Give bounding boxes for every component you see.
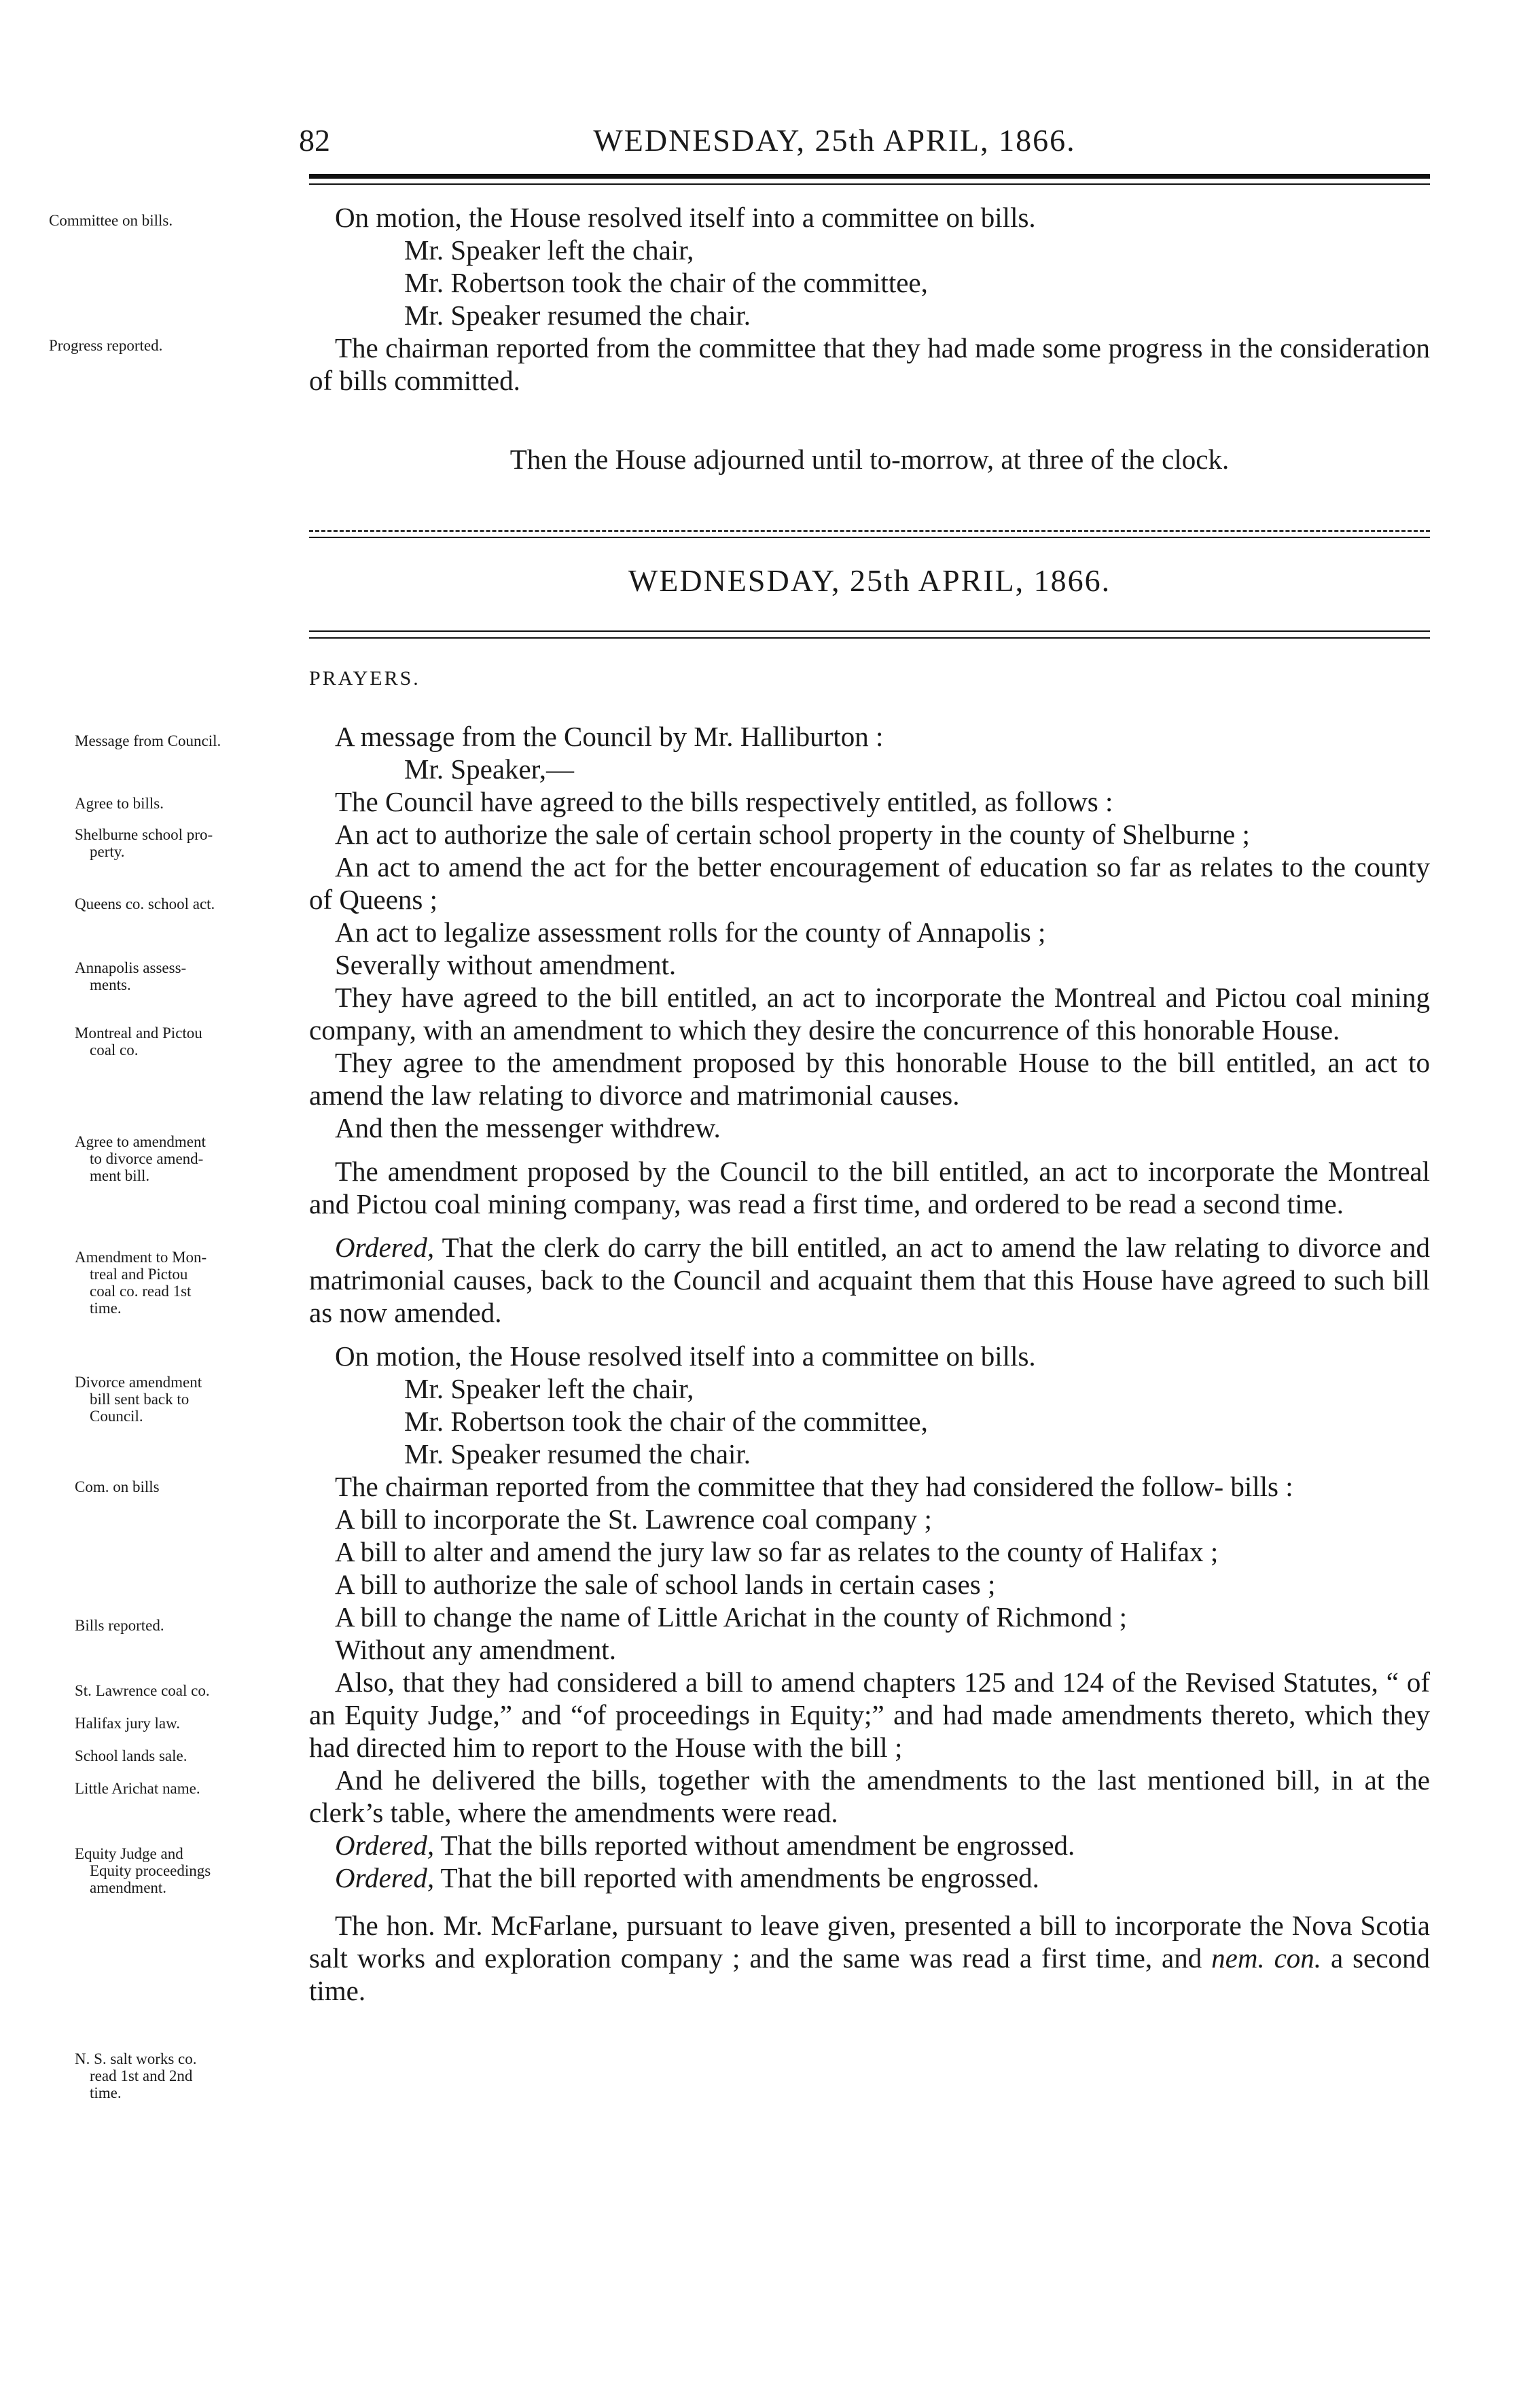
margin-note: Montreal and Pictou coal co.: [75, 1025, 202, 1058]
paragraph: Mr. Robertson took the chair of the committee,: [404, 267, 928, 298]
paragraph: Ordered, That the bill reported with amendments be engrossed.: [335, 1862, 1039, 1893]
adjourn-block: [309, 443, 1430, 476]
paragraph: A bill to alter and amend the jury law so far as relates to the county of Halifax ;: [335, 1536, 1219, 1567]
margin-note: St. Lawrence coal co.: [75, 1682, 210, 1699]
paragraph: Also, that they had considered a bill to amend chapters 125 and 124 of the Revised Statutes, “ of an Equity Judge,” and “of proceedings in Equity;” and had made amendments thereto, which they had directed him to report to the House with the bill ;: [309, 1667, 1430, 1763]
paragraph: Without any amendment.: [335, 1634, 616, 1665]
margin-note: Message from Council.: [75, 732, 221, 749]
margin-note: Committee on bills.: [49, 212, 173, 229]
margin-note: Little Arichat name.: [75, 1780, 200, 1797]
running-title: WEDNESDAY, 25th APRIL, 1866.: [593, 123, 1076, 158]
section-rule-thin: [309, 637, 1430, 639]
paragraph: A message from the Council by Mr. Halliburton :: [335, 721, 884, 752]
margin-note: Queens co. school act.: [75, 895, 215, 912]
paragraph: An act to authorize the sale of certain school property in the county of Shelburne ;: [335, 819, 1250, 850]
margin-note: Progress reported.: [49, 337, 163, 354]
paragraph: On motion, the House resolved itself into a committee on bills.: [335, 1340, 1036, 1372]
paragraph: Mr. Speaker resumed the chair.: [404, 300, 751, 331]
paragraph: A bill to authorize the sale of school lands in certain cases ;: [335, 1569, 996, 1600]
margin-note: Amendment to Mon- treal and Pictou coal co. read 1st time.: [75, 1249, 207, 1317]
paragraph: A bill to incorporate the St. Lawrence coal company ;: [335, 1503, 932, 1535]
section-title: WEDNESDAY, 25th APRIL, 1866.: [628, 563, 1111, 598]
paragraph: On motion, the House resolved itself into a committee on bills.: [335, 202, 1036, 233]
margin-note: Shelburne school pro- perty.: [75, 826, 213, 860]
header-rule-thin: [309, 183, 1430, 185]
margin-note: Agree to bills.: [75, 795, 164, 812]
paragraph: Severally without amendment.: [335, 949, 677, 980]
paragraph: They have agreed to the bill entitled, an act to incorporate the Montreal and Pictou coal mining company, with an amendment to which they desire the concurrence of this honorable House.: [309, 982, 1430, 1046]
margin-note: Annapolis assess- ments.: [75, 959, 187, 993]
paragraph: The chairman reported from the committee that they had made some progress in the consideration of bills committed.: [309, 332, 1430, 396]
paragraph: The amendment proposed by the Council to the bill entitled, an act to incorporate the Montreal and Pictou coal mining company, was read a first time, and ordered to be read a second time.: [309, 1156, 1430, 1219]
paragraph: Ordered, That the bills reported without amendment be engrossed.: [335, 1830, 1075, 1861]
paragraph: And he delivered the bills, together with the amendments to the last mentioned bill, in at the clerk’s table, where the amendments were read.: [309, 1764, 1430, 1828]
top-block: [309, 201, 1430, 397]
paragraph: Ordered, That the clerk do carry the bill entitled, an act to amend the law relating to divorce and matrimonial causes, back to the Council and acquaint them that this House have agreed to such bill as now amended.: [309, 1232, 1430, 1328]
section-rule-thin: [309, 630, 1430, 632]
header-rule-thick: [309, 174, 1430, 179]
paragraph: A bill to change the name of Little Arichat in the county of Richmond ;: [335, 1601, 1127, 1633]
paragraph: They agree to the amendment proposed by this honorable House to the bill entitled, an act to amend the law relating to divorce and matrimonial causes.: [309, 1047, 1430, 1111]
paragraph: The hon. Mr. McFarlane, pursuant to leave given, presented a bill to incorporate the Nova Scotia salt works and exploration company ; and the same was read a first time, and nem. con. a second time.: [309, 1910, 1430, 2006]
paragraph: Mr. Speaker left the chair,: [404, 1373, 694, 1404]
margin-note: N. S. salt works co. read 1st and 2nd time.: [75, 2050, 197, 2101]
margin-note: Bills reported.: [75, 1617, 164, 1634]
paragraph: Mr. Speaker resumed the chair.: [404, 1438, 751, 1469]
ordered-label: Ordered,: [335, 1862, 435, 1893]
paragraph: The chairman reported from the committee that they had considered the follow- bills :: [335, 1471, 1293, 1502]
prayers-heading: PRAYERS.: [309, 667, 420, 690]
paragraph: Mr. Speaker left the chair,: [404, 234, 694, 266]
paragraph: Mr. Speaker,—: [404, 753, 575, 785]
ordered-label: Ordered,: [335, 1232, 435, 1263]
margin-note: Divorce amendment bill sent back to Council.: [75, 1374, 202, 1425]
section-rule-dashed: [309, 530, 1430, 532]
margin-note: Agree to amendment to divorce amend- ment bill.: [75, 1133, 206, 1184]
paragraph: An act to legalize assessment rolls for the county of Annapolis ;: [335, 916, 1046, 948]
margin-note: School lands sale.: [75, 1747, 187, 1764]
paragraph: The Council have agreed to the bills respectively entitled, as follows :: [335, 786, 1113, 817]
margin-note: Halifax jury law.: [75, 1715, 180, 1732]
margin-note: Equity Judge and Equity proceedings amendment.: [75, 1845, 211, 1896]
main-block: [309, 720, 1430, 2007]
ordered-label: Ordered,: [335, 1830, 435, 1861]
margin-note: Com. on bills: [75, 1478, 160, 1495]
paragraph: Then the House adjourned until to-morrow, at three of the clock.: [509, 444, 1230, 475]
page-number: 82: [299, 123, 330, 158]
paragraph: Mr. Robertson took the chair of the committee,: [404, 1406, 928, 1437]
nem-con: nem. con.: [1211, 1942, 1322, 1974]
paragraph: An act to amend the act for the better encouragement of education so far as relates to the county of Queens ;: [309, 851, 1430, 915]
section-rule-thin: [309, 537, 1430, 538]
paragraph: And then the messenger withdrew.: [335, 1112, 721, 1143]
